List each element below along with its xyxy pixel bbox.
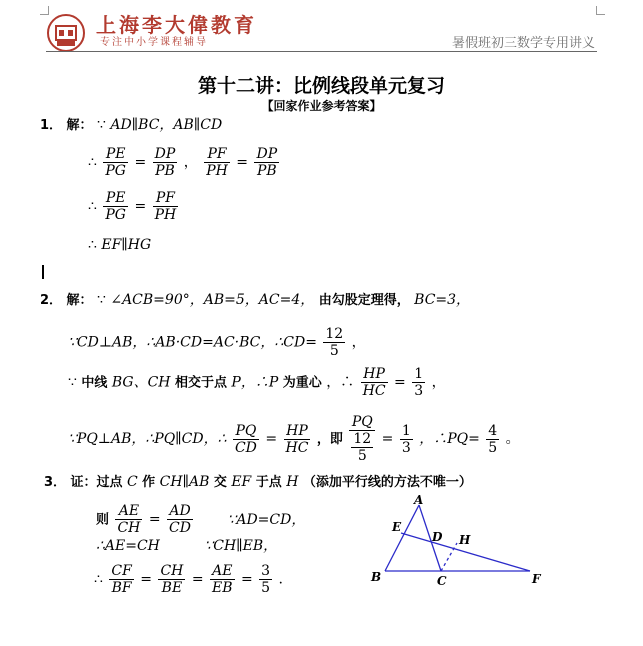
- page-title: 第十二讲：比例线段单元复习: [197, 75, 445, 97]
- header-rule: [46, 51, 597, 52]
- q3-line-1: 3． 证：过点 C 作 CH∥AB 交 EF 于点 H （添加平行线的方法不唯一）: [44, 474, 472, 490]
- segment-ab: [385, 505, 419, 571]
- fraction: $\frac{CH}{BE}$: [160, 563, 184, 596]
- q1-line-2: ∴ $\frac{PE}{PG}$ = $\frac{DP}{PB}$ ， $\frac{PF}{PH}$ = $\frac{DP}{PB}$: [88, 146, 278, 179]
- label-e: E: [392, 520, 402, 534]
- q3-line-4: ∴ $\frac{CF}{BF}$ = $\frac{CH}{BE}$ = $\frac{AE}{EB}$ = $\frac{3}{5}$ .: [94, 563, 283, 596]
- fraction: $\frac{PQ}{CD}$: [234, 422, 257, 456]
- q2-line-2: ∵CD⊥AB，∴AB·CD=AC·BC，∴CD= $\frac{12}{5}$ ，: [68, 326, 366, 359]
- crop-mark-left: [40, 6, 49, 15]
- fraction: $\frac{HP}{HC}$: [285, 422, 309, 456]
- q2-line-4: ∵PQ⊥AB，∴PQ∥CD，∴ $\frac{PQ}{CD}$ = $\frac{HP}{HC}$ ，即 $\frac{PQ}{\frac{12}{5}}$ = $\frac{1}{3}$ ，∴PQ= $\frac{4}{5}$ 。: [68, 414, 520, 464]
- fraction: $\frac{PE}{PG}$: [105, 190, 126, 223]
- fraction: $\frac{PE}{PG}$: [105, 146, 126, 179]
- fraction: $\frac{12}{5}$: [325, 326, 344, 359]
- q3-line-2: 则 $\frac{AE}{CH}$ = $\frac{AD}{CD}$ ∵AD=CD，: [96, 503, 306, 536]
- header-course-title: 暑假班初三数学专用讲义: [451, 36, 595, 51]
- label-h: H: [459, 533, 471, 547]
- q3-number: 3．: [44, 475, 67, 490]
- fraction: $\frac{AD}{CD}$: [169, 503, 191, 536]
- q2-line-3: ∵ 中线 BG、CH 相交于点 P，∴P 为重心 ，∴ $\frac{HP}{HC}$ = $\frac{1}{3}$ ，: [68, 366, 446, 399]
- q1-number: 1．: [40, 118, 63, 133]
- fraction: $\frac{AE}{CH}$: [117, 503, 141, 536]
- fraction: $\frac{1}{3}$: [414, 366, 424, 399]
- fraction: $\frac{AE}{EB}$: [212, 563, 233, 596]
- label-c: C: [437, 574, 447, 588]
- page-subtitle: 【回家作业参考答案】: [261, 99, 382, 113]
- fraction: $\frac{DP}{PB}$: [154, 146, 176, 179]
- label-b: B: [371, 570, 382, 584]
- q2-line-1: 2． 解： ∵ ∠ACB=90°，AB=5，AC=4， 由勾股定理得， BC=3，: [40, 292, 471, 308]
- fraction: $\frac{3}{5}$: [261, 563, 271, 596]
- label-f: F: [532, 572, 541, 586]
- fraction: $\frac{CF}{BF}$: [111, 563, 132, 596]
- fraction: $\frac{PF}{PH}$: [154, 190, 177, 223]
- label-d: D: [432, 530, 443, 544]
- geometry-figure: [360, 495, 550, 595]
- logo-emblem-icon: [47, 14, 85, 52]
- q2-number: 2．: [40, 293, 63, 308]
- fraction: $\frac{PF}{PH}$: [206, 146, 228, 179]
- crop-mark-right: [596, 6, 605, 15]
- q1-line-1: 1． 解： ∵ AD∥BC，AB∥CD: [40, 117, 223, 133]
- text-cursor: [42, 265, 44, 279]
- q1-line-3: ∴ $\frac{PE}{PG}$ = $\frac{PF}{PH}$: [88, 190, 177, 223]
- logo-slogan: 专注中小学课程辅导: [100, 37, 208, 48]
- label-a: A: [414, 495, 424, 507]
- fraction: $\frac{1}{3}$: [401, 422, 411, 456]
- q1-line-4: ∴ EF∥HG: [88, 237, 152, 253]
- logo-name: 上海李大偉教育: [96, 13, 257, 37]
- fraction: $\frac{HP}{HC}$: [362, 366, 386, 399]
- fraction: $\frac{4}{5}$: [488, 422, 498, 456]
- compound-fraction: $\frac{PQ}{\frac{12}{5}}$: [349, 414, 375, 464]
- q3-line-3: ∴AE=CH ∵CH∥EB，: [96, 538, 278, 554]
- fraction: $\frac{DP}{PB}$: [256, 146, 278, 179]
